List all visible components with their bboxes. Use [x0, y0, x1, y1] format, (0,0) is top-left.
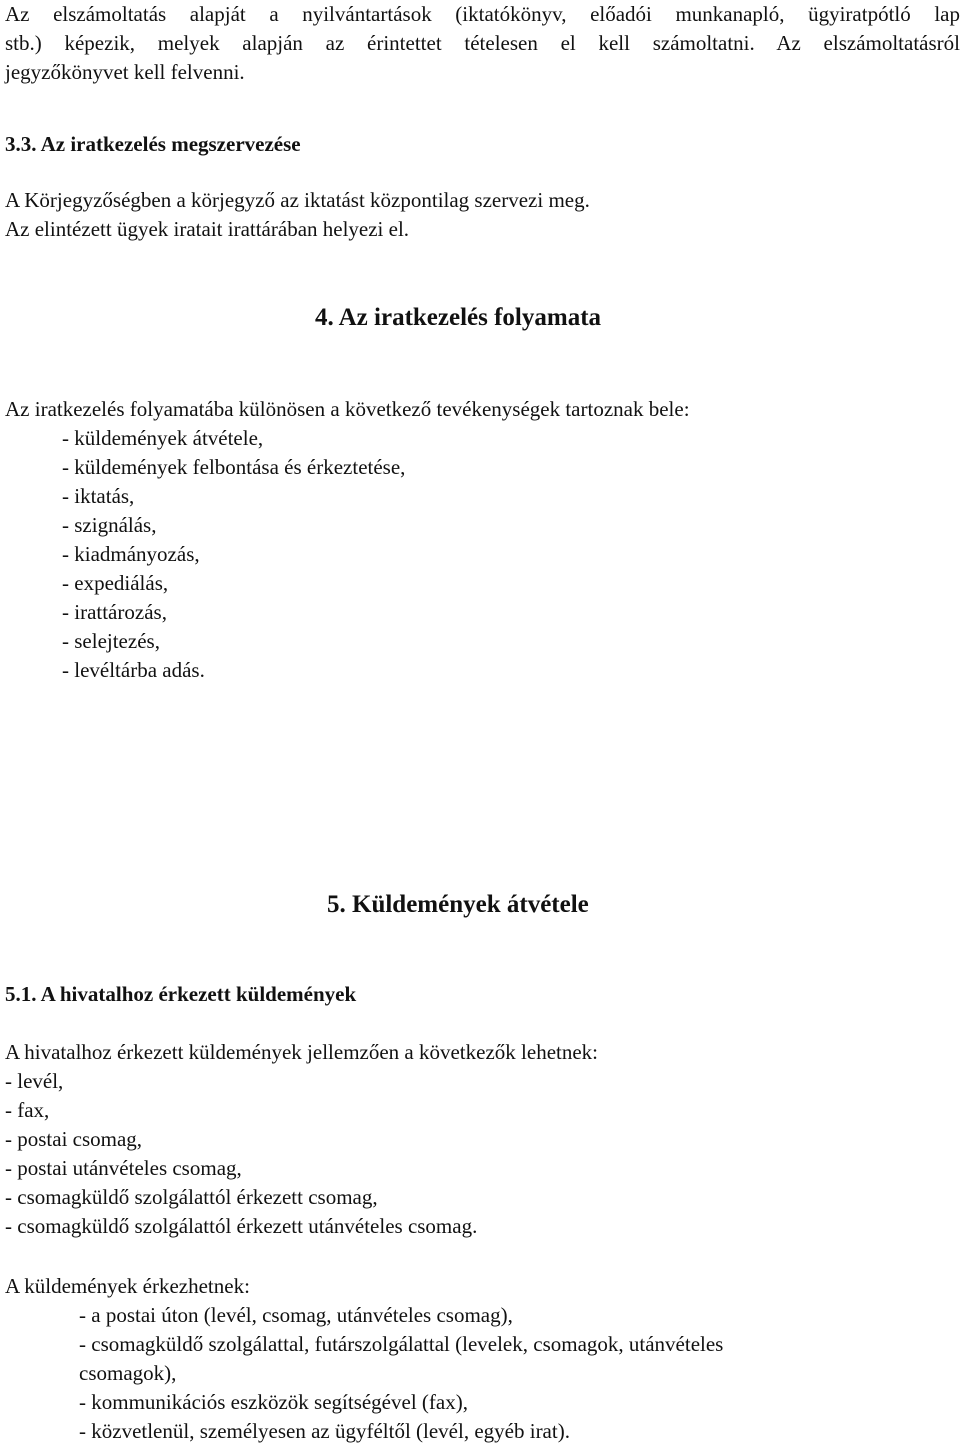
list-item: - postai utánvételes csomag,: [5, 1156, 242, 1180]
list-item: - kommunikációs eszközök segítségével (fax),: [79, 1390, 468, 1414]
list-item: - postai csomag,: [5, 1127, 143, 1151]
list-item: - csomagküldő szolgálattól érkezett utánvételes csomag.: [5, 1214, 478, 1238]
list-item: - csomagküldő szolgálattal, futárszolgálattal (levelek, csomagok, utánvételes: [79, 1332, 724, 1356]
list-item: - selejtezés,: [62, 629, 160, 653]
list-item: - szignálás,: [62, 513, 157, 537]
section-5-heading: 5. Küldemények átvétele: [327, 891, 589, 918]
section-3-3-heading: 3.3. Az iratkezelés megszervezése: [5, 132, 301, 156]
section-5-1-intro: A hivatalhoz érkezett küldemények jellemzően a következők lehetnek:: [5, 1040, 599, 1064]
arrival-intro: A küldemények érkezhetnek:: [5, 1274, 250, 1298]
intro-line-2: stb.) képezik, melyek alapján az érintettet tételesen el kell számoltatni. Az elszámoltatásról: [5, 31, 960, 55]
list-item: - küldemények felbontása és érkeztetése,: [62, 455, 406, 479]
list-item: - közvetlenül, személyesen az ügyféltől (levél, egyéb irat).: [79, 1419, 570, 1443]
list-item: - irattározás,: [62, 600, 167, 624]
list-item: - csomagküldő szolgálattól érkezett csomag,: [5, 1185, 378, 1209]
section-4-heading: 4. Az iratkezelés folyamata: [315, 304, 602, 331]
intro-paragraph: [5, 0, 960, 87]
list-item: - fax,: [5, 1098, 50, 1122]
list-item: - levél,: [5, 1069, 64, 1093]
list-item: - expediálás,: [62, 571, 169, 595]
list-item: - iktatás,: [62, 484, 135, 508]
list-item: - a postai úton (levél, csomag, utánvételes csomag),: [79, 1303, 513, 1327]
list-item: csomagok),: [79, 1361, 177, 1385]
section-3-3-line-1: A Körjegyzőségben a körjegyző az iktatást központilag szervezi meg.: [5, 188, 590, 212]
list-item: - levéltárba adás.: [62, 658, 205, 682]
section-3-3-line-2: Az elintézett ügyek iratait irattárában helyezi el.: [5, 217, 410, 241]
section-5-1-heading: 5.1. A hivatalhoz érkezett küldemények: [5, 982, 357, 1006]
list-item: - kiadmányozás,: [62, 542, 200, 566]
activity-list: [62, 424, 405, 685]
section-4-intro: Az iratkezelés folyamatába különösen a következő tevékenységek tartoznak bele:: [5, 397, 690, 421]
intro-line-1: Az elszámoltatás alapját a nyilvántartások (iktatókönyv, előadói munkanapló, ügyiratpótló lap: [5, 2, 960, 26]
intro-line-3: jegyzőkönyvet kell felvenni.: [5, 60, 245, 84]
consignment-type-list: [5, 1067, 477, 1241]
arrival-list: [79, 1301, 723, 1446]
list-item: - küldemények átvétele,: [62, 426, 264, 450]
